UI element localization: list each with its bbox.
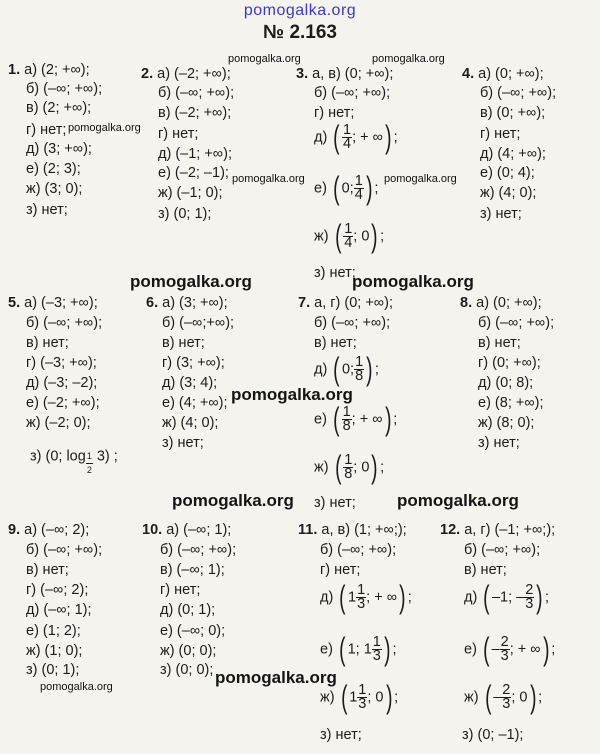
answer-line: ж) ( 1 $\frac{1}{3}$ ; 0) ; bbox=[320, 679, 399, 715]
watermark-large: pomogalka.org bbox=[231, 385, 353, 404]
answer-line: 3. а, в) (0; +∞); bbox=[296, 66, 394, 82]
answer-line: 11. а, в) (1; +∞;); bbox=[298, 522, 407, 538]
answer-line: з) нет; bbox=[314, 495, 356, 511]
answer-line: б) (–∞; +∞); bbox=[480, 85, 557, 101]
answer-line: в) нет; bbox=[314, 335, 357, 351]
answer-line: д) ( –1; – $\frac{2}{3}$ ) ; bbox=[464, 579, 549, 615]
watermark-large: pomogalka.org bbox=[130, 272, 252, 291]
answer-line: б) (–∞; +∞); bbox=[478, 315, 555, 331]
answer-line: е) (4; +∞); bbox=[162, 395, 228, 411]
answer-line: з) нет; bbox=[480, 206, 522, 222]
answer-line: 10. а) (–∞; 1); bbox=[142, 522, 232, 538]
answer-line: ж) (8; 0); bbox=[478, 415, 535, 431]
answer-line: з) нет; bbox=[478, 435, 520, 451]
answer-line: б) (–∞; +∞); bbox=[26, 315, 103, 331]
fraction: $\frac{2}{3}$ bbox=[525, 582, 534, 612]
answer-line: 2. а) (–2; +∞); bbox=[141, 66, 231, 82]
answer-line: в) (–∞; 1); bbox=[160, 562, 225, 578]
answer-line: б) (–∞; +∞); bbox=[158, 85, 235, 101]
answer-line: ж) ( – $\frac{2}{3}$ ; 0) ; bbox=[464, 679, 543, 715]
answer-line: 9. а) (–∞; 2); bbox=[8, 522, 90, 538]
parenthesis: ) bbox=[366, 351, 373, 387]
fraction: $\frac{2}{3}$ bbox=[500, 634, 509, 664]
answer-line: д) ( 1 $\frac{1}{3}$ ; + ∞) ; bbox=[320, 579, 412, 615]
parenthesis: ( bbox=[334, 449, 342, 485]
watermark: pomogalka.org bbox=[372, 53, 445, 65]
answer-line: з) нет; bbox=[314, 265, 356, 281]
answer-line: е) ( – $\frac{2}{3}$ ; + ∞) ; bbox=[464, 631, 556, 667]
watermark-large: pomogalka.org bbox=[215, 668, 337, 687]
answer-line: з) (0; 1); bbox=[158, 206, 212, 222]
answer-line: д) (–3; –2); bbox=[26, 375, 98, 391]
answer-line: д) ( 0; $\frac{1}{8}$ ) ; bbox=[314, 351, 379, 387]
answer-line: ж) ( $\frac{1}{4}$ ; 0) ; bbox=[314, 218, 385, 254]
parenthesis: ( bbox=[339, 579, 346, 615]
parenthesis: ( bbox=[340, 679, 348, 715]
answer-line: г) нет; bbox=[320, 562, 361, 578]
header-watermark: pomogalka.org bbox=[243, 2, 357, 19]
answer-line: в) (2; +∞); bbox=[26, 100, 92, 116]
answer-line: 1. а) (2; +∞); bbox=[8, 62, 90, 78]
answer-line: г) нет; bbox=[158, 126, 199, 142]
answer-line: 5. а) (–3; +∞); bbox=[8, 295, 98, 311]
answer-line: б) (–∞; +∞); bbox=[26, 81, 103, 97]
parenthesis: ) bbox=[536, 579, 543, 615]
parenthesis: ( bbox=[333, 401, 340, 437]
fraction: $\frac{2}{3}$ bbox=[502, 682, 511, 712]
answer-line: в) нет; bbox=[26, 562, 69, 578]
answer-line: ж) ( $\frac{1}{8}$ ; 0) ; bbox=[314, 449, 385, 485]
answer-line: г) (–∞; 2); bbox=[26, 582, 89, 598]
answer-line: з) нет; bbox=[26, 202, 68, 218]
parenthesis: ( bbox=[333, 351, 340, 387]
answer-line: 6. а) (3; +∞); bbox=[146, 295, 228, 311]
parenthesis: ) bbox=[542, 631, 550, 667]
answer-line: в) нет; bbox=[478, 335, 521, 351]
answer-line: в) (0; +∞); bbox=[480, 105, 546, 121]
parenthesis: ) bbox=[384, 401, 392, 437]
answer-line: г) нет; bbox=[480, 126, 521, 142]
fraction: $\frac{1}{4}$ bbox=[342, 122, 352, 152]
answer-line: ж) (3; 0); bbox=[26, 181, 83, 197]
answer-line: д) ( $\frac{1}{4}$ ; + ∞) ; bbox=[314, 119, 398, 155]
answer-line: е) ( 0; $\frac{1}{4}$ ) ; bbox=[314, 170, 379, 206]
answer-line: з) (0; log $\frac{1}{2}$ 3) ; bbox=[30, 448, 118, 475]
answer-line: е) (–2; +∞); bbox=[26, 395, 100, 411]
answer-line: е) (–∞; 0); bbox=[160, 623, 226, 639]
answer-line: г) (3; +∞); bbox=[162, 355, 225, 371]
answer-line: б) (–∞; +∞); bbox=[160, 542, 237, 558]
answer-line: д) (–∞; 1); bbox=[26, 602, 92, 618]
answer-line: з) (0; 1); bbox=[26, 662, 80, 678]
fraction: $\frac{1}{4}$ bbox=[354, 173, 363, 203]
answer-line: б) (–∞; +∞); bbox=[464, 542, 541, 558]
answer-line: е) (8; +∞); bbox=[478, 395, 544, 411]
answer-line: з) (0; –1); bbox=[462, 727, 524, 743]
answer-line: б) (–∞; +∞); bbox=[314, 85, 391, 101]
answer-line: в) нет; bbox=[464, 562, 507, 578]
answer-line: г) нет; bbox=[160, 582, 201, 598]
watermark: pomogalka.org bbox=[68, 122, 141, 134]
answer-line: з) (0; 0); bbox=[160, 662, 214, 678]
parenthesis: ( bbox=[333, 170, 340, 206]
answer-line: б) (–∞; +∞); bbox=[320, 542, 397, 558]
answer-line: е) (–2; –1); bbox=[158, 165, 229, 181]
fraction: $\frac{1}{3}$ bbox=[357, 582, 366, 612]
watermark: pomogalka.org bbox=[232, 173, 305, 185]
answer-line: ж) (–1; 0); bbox=[158, 185, 223, 201]
watermark-large: pomogalka.org bbox=[352, 272, 474, 291]
answer-line: ж) (1; 0); bbox=[26, 643, 83, 659]
parenthesis: ( bbox=[483, 631, 490, 667]
answer-line: г) нет; bbox=[26, 122, 67, 138]
parenthesis: ) bbox=[371, 218, 378, 254]
watermark-large: pomogalka.org bbox=[172, 491, 294, 510]
fraction: $\frac{1}{4}$ bbox=[344, 221, 353, 251]
fraction: $\frac{1}{8}$ bbox=[342, 404, 351, 434]
answer-line: е) (2; 3); bbox=[26, 161, 81, 177]
fraction: $\frac{1}{8}$ bbox=[355, 354, 364, 384]
parenthesis: ( bbox=[484, 679, 492, 715]
parenthesis: ) bbox=[529, 679, 537, 715]
parenthesis: ) bbox=[371, 449, 378, 485]
problem-title: № 2.163 bbox=[262, 22, 337, 43]
answer-line: д) (3; +∞); bbox=[26, 141, 92, 157]
answer-line: б) (–∞; +∞); bbox=[314, 315, 391, 331]
parenthesis: ( bbox=[339, 631, 346, 667]
fraction: $\frac{1}{3}$ bbox=[372, 634, 381, 664]
parenthesis: ) bbox=[383, 631, 391, 667]
parenthesis: ( bbox=[333, 119, 340, 155]
answer-line: г) нет; bbox=[314, 105, 355, 121]
answer-line: ж) (4; 0); bbox=[162, 415, 219, 431]
watermark: pomogalka.org bbox=[40, 681, 113, 693]
watermark: pomogalka.org bbox=[384, 173, 457, 185]
parenthesis: ( bbox=[334, 218, 342, 254]
answer-line: ж) (–2; 0); bbox=[26, 415, 91, 431]
parenthesis: ( bbox=[483, 579, 490, 615]
fraction: $\frac{1}{2}$ bbox=[86, 451, 92, 475]
answer-line: д) (–1; +∞); bbox=[158, 146, 232, 162]
answer-line: в) (–2; +∞); bbox=[158, 105, 232, 121]
answer-line: е) ( 1; 1 $\frac{1}{3}$ ) ; bbox=[320, 631, 397, 667]
answer-line: е) ( $\frac{1}{8}$ ; + ∞) ; bbox=[314, 401, 398, 437]
answer-line: б) (–∞;+∞); bbox=[162, 315, 235, 331]
answer-line: д) (0; 8); bbox=[478, 375, 534, 391]
answer-line: з) нет; bbox=[320, 727, 362, 743]
parenthesis: ) bbox=[385, 119, 392, 155]
answer-line: д) (3; 4); bbox=[162, 375, 218, 391]
watermark: pomogalka.org bbox=[228, 53, 301, 65]
answer-line: г) (–3; +∞); bbox=[26, 355, 97, 371]
answer-line: е) (1; 2); bbox=[26, 623, 81, 639]
answer-line: ж) (4; 0); bbox=[480, 185, 537, 201]
parenthesis: ) bbox=[399, 579, 406, 615]
answer-line: ж) (0; 0); bbox=[160, 643, 217, 659]
answer-line: в) нет; bbox=[26, 335, 69, 351]
parenthesis: ) bbox=[365, 170, 373, 206]
answer-line: г) (0; +∞); bbox=[478, 355, 541, 371]
answer-line: д) (4; +∞); bbox=[480, 146, 546, 162]
answer-line: в) нет; bbox=[162, 335, 205, 351]
fraction: $\frac{1}{8}$ bbox=[344, 452, 353, 482]
answer-line: е) (0; 4); bbox=[480, 165, 535, 181]
answer-line: 12. а, г) (–1; +∞;); bbox=[440, 522, 556, 538]
answer-line: д) (0; 1); bbox=[160, 602, 216, 618]
answer-line: б) (–∞; +∞); bbox=[26, 542, 103, 558]
answer-line: 7. а, г) (0; +∞); bbox=[298, 295, 394, 311]
parenthesis: ) bbox=[385, 679, 393, 715]
answer-line: 8. а) (0; +∞); bbox=[460, 295, 542, 311]
answer-line: з) нет; bbox=[162, 435, 204, 451]
fraction: $\frac{1}{3}$ bbox=[358, 682, 367, 712]
watermark-large: pomogalka.org bbox=[397, 491, 519, 510]
answer-line: 4. а) (0; +∞); bbox=[462, 66, 544, 82]
